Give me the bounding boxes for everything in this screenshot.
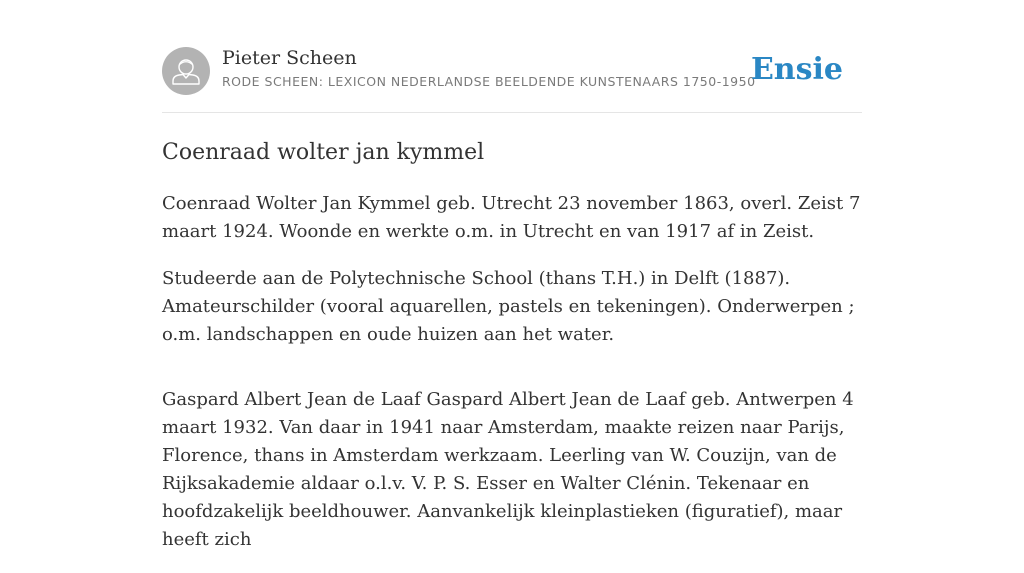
- paragraph-1: Coenraad Wolter Jan Kymmel geb. Utrecht 23 november 1863, overl. Zeist 7 maart 1924. Woonde en werkte o.m. in Utrecht en van 1917 af in Zeist.: [162, 193, 861, 242]
- paragraph-3: Gaspard Albert Jean de Laaf Gaspard Albert Jean de Laaf geb. Antwerpen 4 maart 1932. Van daar in 1941 naar Amsterdam, maakte reizen naar Parijs, Florence, thans in Amsterdam werkzaam. Leerling van W. Couzijn, van de Rijksakademie aldaar o.l.v. V. P. S. Esser en Walter Clénin. Tekenaar en hoofdzakelijk beeldhouwer. Aanvankelijk kleinplastieken (figuratief), maar heeft zich: [162, 389, 854, 550]
- paragraph-2: Studeerde aan de Polytechnische School (thans T.H.) in Delft (1887). Amateurschilder (vooral aquarellen, pastels en tekeningen). Onderwerpen ; o.m. landschappen en oude huizen aan het water.: [162, 268, 855, 345]
- article-header: [162, 0, 862, 113]
- ensie-logo[interactable]: Ensie: [750, 52, 843, 87]
- article-container: [162, 0, 862, 550]
- page-title: Coenraad wolter jan kymmel: [162, 140, 485, 165]
- author-name[interactable]: Pieter Scheen: [222, 47, 357, 69]
- user-avatar-icon: [162, 47, 210, 95]
- author-avatar[interactable]: [162, 47, 210, 95]
- article-body: [162, 190, 864, 573]
- source-title[interactable]: RODE SCHEEN: LEXICON NEDERLANDSE BEELDENDE KUNSTENAARS 1750-1950: [222, 74, 756, 89]
